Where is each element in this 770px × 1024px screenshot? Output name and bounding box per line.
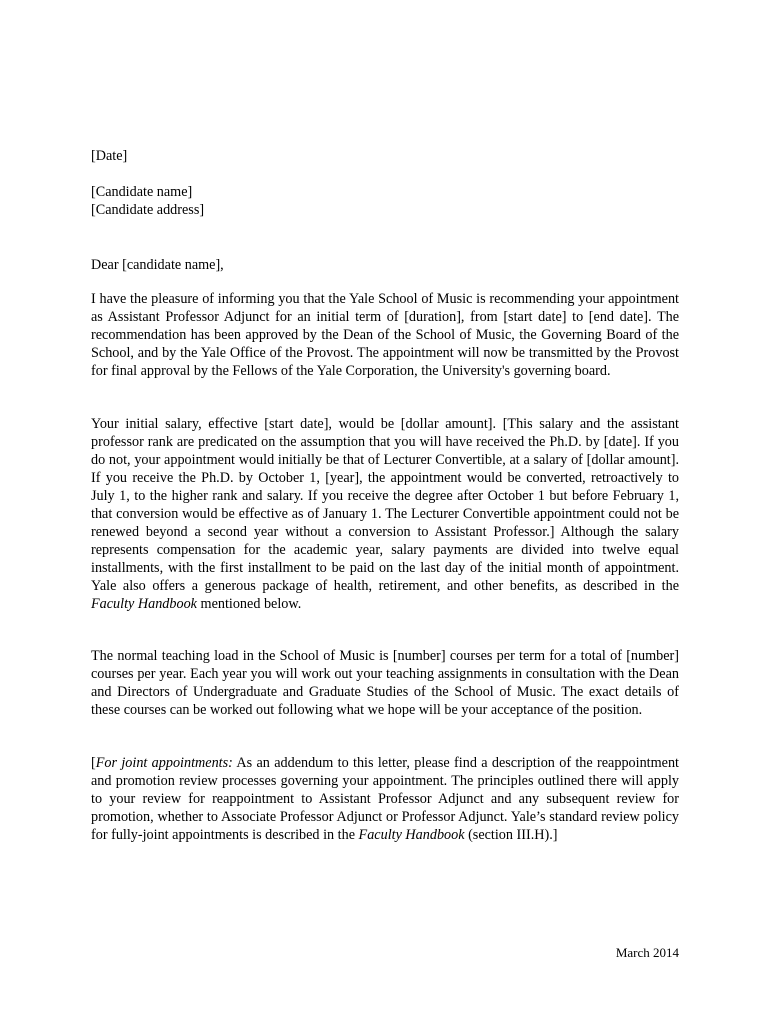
joint-appointments-end: (section III.H).] (464, 827, 558, 843)
salary-text-end: mentioned below. (196, 596, 302, 612)
paragraph-salary (91, 415, 679, 613)
candidate-address: [Candidate address] (91, 202, 205, 218)
salutation: Dear [candidate name], (91, 257, 224, 273)
faculty-handbook-ref: Faculty Handbook (91, 596, 197, 612)
letter-date: [Date] (91, 148, 128, 164)
paragraph-joint-appointments (91, 754, 679, 844)
salary-text: Your initial salary, effective [start date], would be [dollar amount]. [This salary and the assistant professor rank are predicated on the assumption that you will have received the Ph.D. by [date]. If you do not, your appointment would initially be that of Lecturer Convertible, at a salary of [dollar amount]. If you receive the Ph.D. by October 1, [year], the appointment would be converted, retroactively to July 1, to the higher rank and salary. If you receive the degree after October 1 but before February 1, that conversion would be effective as of January 1. The Lecturer Convertible appointment could not be renewed beyond a second year without a conversion to Assistant Professor.] Although the salary represents compensation for the academic year, salary payments are divided into twelve equal installments, with the first installment to be paid on the last day of the initial month of appointment. Yale also offers a generous package of health, retirement, and other benefits, as described in the (91, 416, 679, 594)
joint-appointments-text: As an addendum to this letter, please find a description of the reappointment and promotion review processes governing your appointment. The principles outlined there will apply to your review for reappointment to Assistant Professor Adjunct and any subsequent review for promotion, whether to Associate Professor Adjunct or Professor Adjunct. Yale’s standard review policy for fully-joint appointments is described in the (91, 755, 679, 843)
recipient-block (91, 183, 679, 219)
footer-date: March 2014 (615, 945, 679, 960)
faculty-handbook-ref-2: Faculty Handbook (358, 827, 465, 843)
joint-appointments-label: For joint appointments: (95, 755, 233, 771)
candidate-name: [Candidate name] (91, 184, 193, 200)
paragraph-appointment: I have the pleasure of informing you that the Yale School of Music is recommending your appointment as Assistant Professor Adjunct for an initial term of [duration], from [start date] to [end date]. The recommendation has been approved by the Dean of the School of Music, the Governing Board of the School, and by the Yale Office of the Provost. The appointment will now be transmitted by the Provost for final approval by the Fellows of the Yale Corporation, the University's governing board. (91, 291, 679, 379)
bracket-open: [ (91, 755, 96, 771)
paragraph-teaching-load: The normal teaching load in the School of Music is [number] courses per term for a total of [number] courses per year. Each year you will work out your teaching assignments in consultation with the Dean and Directors of Undergraduate and Graduate Studies of the School of Music. The exact details of these courses can be worked out following what we hope will be your acceptance of the position. (91, 648, 679, 718)
